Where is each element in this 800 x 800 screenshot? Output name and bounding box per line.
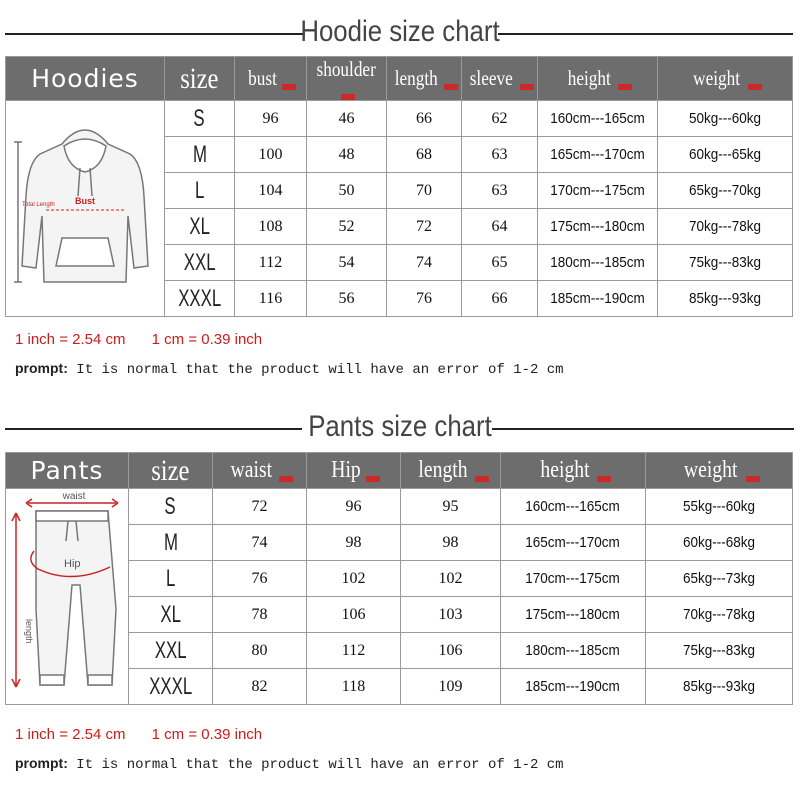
bust-cell: 112	[235, 245, 307, 281]
length-cell: 66	[387, 101, 462, 137]
height-cell: 165cm---170cm	[538, 137, 658, 173]
total-length-label: Total Length	[22, 202, 55, 208]
unit-tag-icon	[279, 476, 293, 482]
hip-cell: 106	[307, 597, 401, 633]
bust-cell: 108	[235, 209, 307, 245]
header-weight: weight	[646, 453, 793, 489]
shoulder-cell: 48	[307, 137, 387, 173]
shoulder-cell: 54	[307, 245, 387, 281]
size-cell: XXL	[165, 245, 235, 281]
length-cell: 98	[401, 525, 501, 561]
length-cell: 72	[387, 209, 462, 245]
height-cell: 170cm---175cm	[538, 173, 658, 209]
header-product: Pants	[6, 453, 129, 489]
weight-cell: 55kg---60kg	[646, 489, 793, 525]
waist-cell: 76	[213, 561, 307, 597]
hip-cell: 112	[307, 633, 401, 669]
height-cell: 185cm---190cm	[501, 669, 646, 705]
waist-label: waist	[62, 491, 86, 502]
header-length: length	[387, 57, 462, 101]
weight-cell: 60kg---68kg	[646, 525, 793, 561]
size-cell: M	[129, 525, 213, 561]
pants-icon	[8, 489, 126, 699]
weight-cell: 70kg---78kg	[658, 209, 793, 245]
conversion-inch: 1 inch = 2.54 cm	[15, 726, 126, 743]
weight-cell: 85kg---93kg	[646, 669, 793, 705]
hip-label: Hip	[64, 558, 81, 570]
bust-label: Bust	[75, 196, 95, 206]
header-height: height	[501, 453, 646, 489]
waist-cell: 72	[213, 489, 307, 525]
shoulder-cell: 52	[307, 209, 387, 245]
unit-tag-icon	[475, 476, 489, 482]
unit-tag-icon	[746, 476, 760, 482]
hoodie-illustration	[6, 101, 165, 317]
header-sleeve: sleeve	[462, 57, 538, 101]
header-weight: weight	[658, 57, 793, 101]
size-cell: S	[165, 101, 235, 137]
unit-tag-icon	[444, 84, 458, 90]
hip-cell: 118	[307, 669, 401, 705]
header-height: height	[538, 57, 658, 101]
weight-cell: 60kg---65kg	[658, 137, 793, 173]
unit-tag-icon	[597, 476, 611, 482]
unit-tag-icon	[520, 84, 534, 90]
unit-tag-icon	[618, 84, 632, 90]
size-cell: M	[165, 137, 235, 173]
header-size: size	[129, 453, 213, 489]
length-label: length	[24, 619, 34, 644]
height-cell: 170cm---175cm	[501, 561, 646, 597]
header-hip: Hip	[307, 453, 401, 489]
length-cell: 106	[401, 633, 501, 669]
shoulder-cell: 56	[307, 281, 387, 317]
size-cell: L	[129, 561, 213, 597]
height-cell: 175cm---180cm	[501, 597, 646, 633]
weight-cell: 50kg---60kg	[658, 101, 793, 137]
conversion-cm: 1 cm = 0.39 inch	[151, 331, 263, 348]
hip-cell: 96	[307, 489, 401, 525]
weight-cell: 65kg---70kg	[658, 173, 793, 209]
header-length: length	[401, 453, 501, 489]
length-cell: 76	[387, 281, 462, 317]
hip-cell: 98	[307, 525, 401, 561]
size-cell: XXXL	[129, 669, 213, 705]
height-cell: 160cm---165cm	[501, 489, 646, 525]
length-cell: 74	[387, 245, 462, 281]
shoulder-cell: 50	[307, 173, 387, 209]
size-cell: XXXL	[165, 281, 235, 317]
header-waist: waist	[213, 453, 307, 489]
waist-cell: 80	[213, 633, 307, 669]
waist-cell: 82	[213, 669, 307, 705]
length-cell: 102	[401, 561, 501, 597]
prompt-text: It is normal that the product will have an error of 1-2 cm	[76, 362, 564, 378]
pants-prompt	[15, 755, 564, 773]
height-cell: 160cm---165cm	[538, 101, 658, 137]
height-cell: 180cm---185cm	[538, 245, 658, 281]
hoodie-section-title	[0, 12, 800, 52]
hoodie-prompt	[15, 360, 564, 378]
unit-tag-icon	[748, 84, 762, 90]
size-cell: S	[129, 489, 213, 525]
length-cell: 95	[401, 489, 501, 525]
pants-chart-title: Pants size chart	[308, 410, 492, 443]
length-cell: 109	[401, 669, 501, 705]
unit-tag-icon	[341, 94, 355, 100]
length-cell: 68	[387, 137, 462, 173]
weight-cell: 65kg---73kg	[646, 561, 793, 597]
waist-cell: 74	[213, 525, 307, 561]
header-bust: bust	[235, 57, 307, 101]
conversion-inch: 1 inch = 2.54 cm	[15, 331, 126, 348]
sleeve-cell: 62	[462, 101, 538, 137]
sleeve-cell: 66	[462, 281, 538, 317]
height-cell: 185cm---190cm	[538, 281, 658, 317]
unit-tag-icon	[282, 84, 296, 90]
hoodie-size-table	[5, 56, 793, 317]
header-size: size	[165, 57, 235, 101]
height-cell: 175cm---180cm	[538, 209, 658, 245]
shoulder-cell: 46	[307, 101, 387, 137]
hoodie-unit-conversion	[15, 331, 262, 348]
prompt-label: prompt:	[15, 360, 68, 376]
pants-size-table	[5, 452, 793, 705]
size-cell: XL	[129, 597, 213, 633]
weight-cell: 75kg---83kg	[658, 245, 793, 281]
hoodie-icon	[10, 106, 160, 306]
bust-cell: 104	[235, 173, 307, 209]
length-cell: 103	[401, 597, 501, 633]
header-product: Hoodies	[6, 57, 165, 101]
size-cell: L	[165, 173, 235, 209]
pants-illustration	[6, 489, 129, 705]
conversion-cm: 1 cm = 0.39 inch	[151, 726, 263, 743]
weight-cell: 85kg---93kg	[658, 281, 793, 317]
size-cell: XL	[165, 209, 235, 245]
weight-cell: 75kg---83kg	[646, 633, 793, 669]
bust-cell: 116	[235, 281, 307, 317]
hoodie-chart-title: Hoodie size chart	[300, 15, 500, 48]
hip-cell: 102	[307, 561, 401, 597]
height-cell: 180cm---185cm	[501, 633, 646, 669]
sleeve-cell: 64	[462, 209, 538, 245]
length-cell: 70	[387, 173, 462, 209]
prompt-text: It is normal that the product will have an error of 1-2 cm	[76, 757, 564, 773]
unit-tag-icon	[366, 476, 380, 482]
sleeve-cell: 63	[462, 173, 538, 209]
prompt-label: prompt:	[15, 755, 68, 771]
weight-cell: 70kg---78kg	[646, 597, 793, 633]
pants-section-title	[0, 407, 800, 447]
height-cell: 165cm---170cm	[501, 525, 646, 561]
bust-cell: 96	[235, 101, 307, 137]
header-shoulder: shoulder	[307, 57, 387, 101]
bust-cell: 100	[235, 137, 307, 173]
waist-cell: 78	[213, 597, 307, 633]
pants-unit-conversion	[15, 726, 262, 743]
size-cell: XXL	[129, 633, 213, 669]
sleeve-cell: 65	[462, 245, 538, 281]
sleeve-cell: 63	[462, 137, 538, 173]
